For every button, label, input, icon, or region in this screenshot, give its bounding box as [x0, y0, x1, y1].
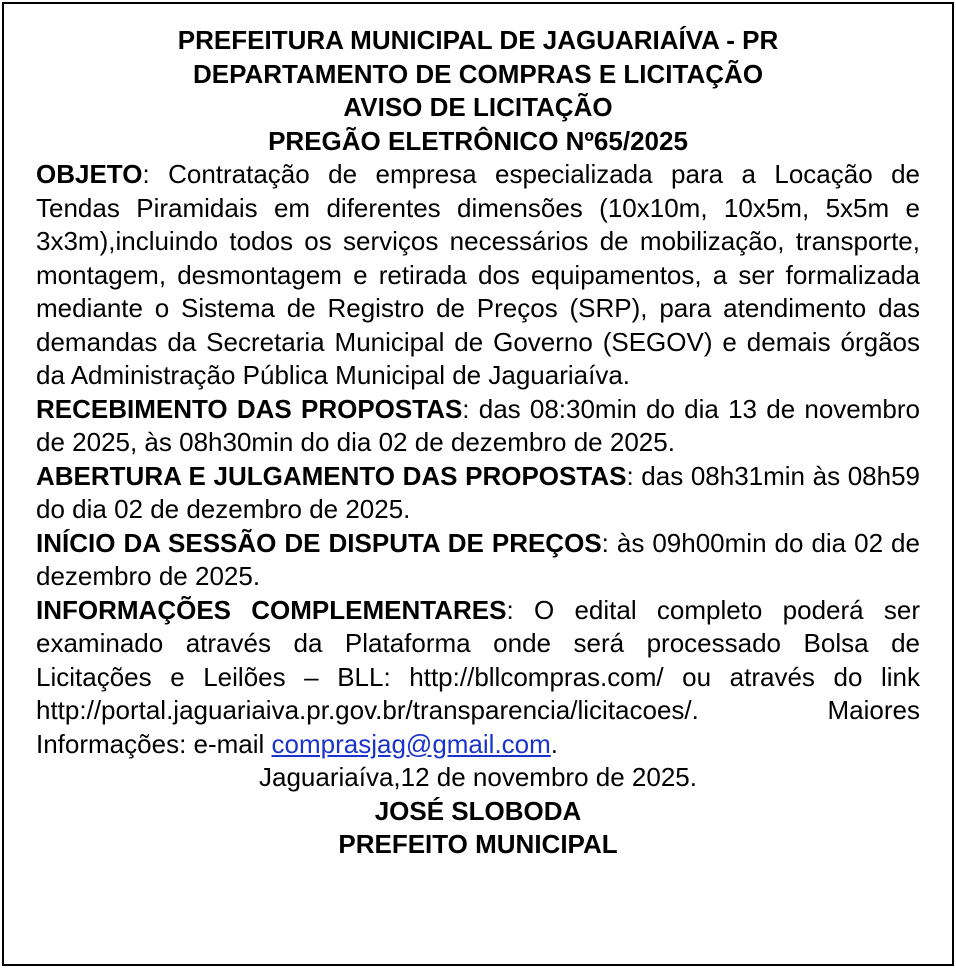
signer-role: PREFEITO MUNICIPAL [338, 829, 618, 859]
informacoes-paragraph [36, 594, 920, 762]
signer-name: JOSÉ SLOBODA [374, 795, 582, 826]
informacoes-label: INFORMAÇÕES COMPLEMENTARES [36, 594, 507, 625]
header-procedure-number: PREGÃO ELETRÔNICO Nº65/2025 [268, 125, 688, 156]
informacoes-text: : O edital completo poderá ser examinado através da Plataforma onde será processado Bolsa de Licitações e Leilões – BLL: http://bllcompras.com/ ou através do link http://portal.jaguariaiva.pr.gov.br/transparencia/licitacoes/. Maiores Informações: e-mail [36, 594, 920, 759]
informacoes-end: . [550, 728, 559, 759]
footer-date: Jaguariaíva,12 de novembro de 2025. [259, 762, 697, 792]
recebimento-paragraph [36, 393, 920, 460]
email-link[interactable]: comprasjag@gmail.com [271, 728, 551, 759]
abertura-text: : das 08h31min às 08h59 do dia 02 de dezembro de 2025. [36, 460, 920, 524]
objeto-text: : Contratação de empresa especializada para a Locação de Tendas Piramidais em diferentes dimensões (10x10m, 10x5m, 5x5m e 3x3m),incluindo todos os serviços necessários de mobilização, transporte, montagem, desmontagem e retirada dos equipamentos, a ser formalizada mediante o Sistema de Registro de Preços (SRP), para atendimento das demandas da Secretaria Municipal de Governo (SEGOV) e demais órgãos da Administração Pública Municipal de Jaguariaíva. [36, 159, 920, 390]
inicio-label: INÍCIO DA SESSÃO DE DISPUTA DE PREÇOS [36, 527, 602, 558]
inicio-text: : às 09h00min do dia 02 de dezembro de 2025. [36, 527, 920, 591]
abertura-paragraph [36, 460, 920, 527]
header-department: DEPARTAMENTO DE COMPRAS E LICITAÇÃO [192, 58, 764, 89]
recebimento-text: : das 08:30min do dia 13 de novembro de 2025, às 08h30min do dia 02 de dezembro de 2025. [36, 393, 920, 457]
inicio-paragraph [36, 527, 920, 594]
notice-header [36, 24, 920, 158]
abertura-label: ABERTURA E JULGAMENTO DAS PROPOSTAS [36, 460, 627, 491]
recebimento-label: RECEBIMENTO DAS PROPOSTAS [36, 393, 463, 424]
licitation-notice [2, 2, 954, 966]
notice-footer [36, 761, 920, 862]
header-municipality: PREFEITURA MUNICIPAL DE JAGUARIAÍVA - PR [177, 25, 779, 55]
objeto-paragraph [36, 158, 920, 393]
header-notice-type: AVISO DE LICITAÇÃO [343, 92, 613, 122]
objeto-label: OBJETO [36, 159, 143, 189]
